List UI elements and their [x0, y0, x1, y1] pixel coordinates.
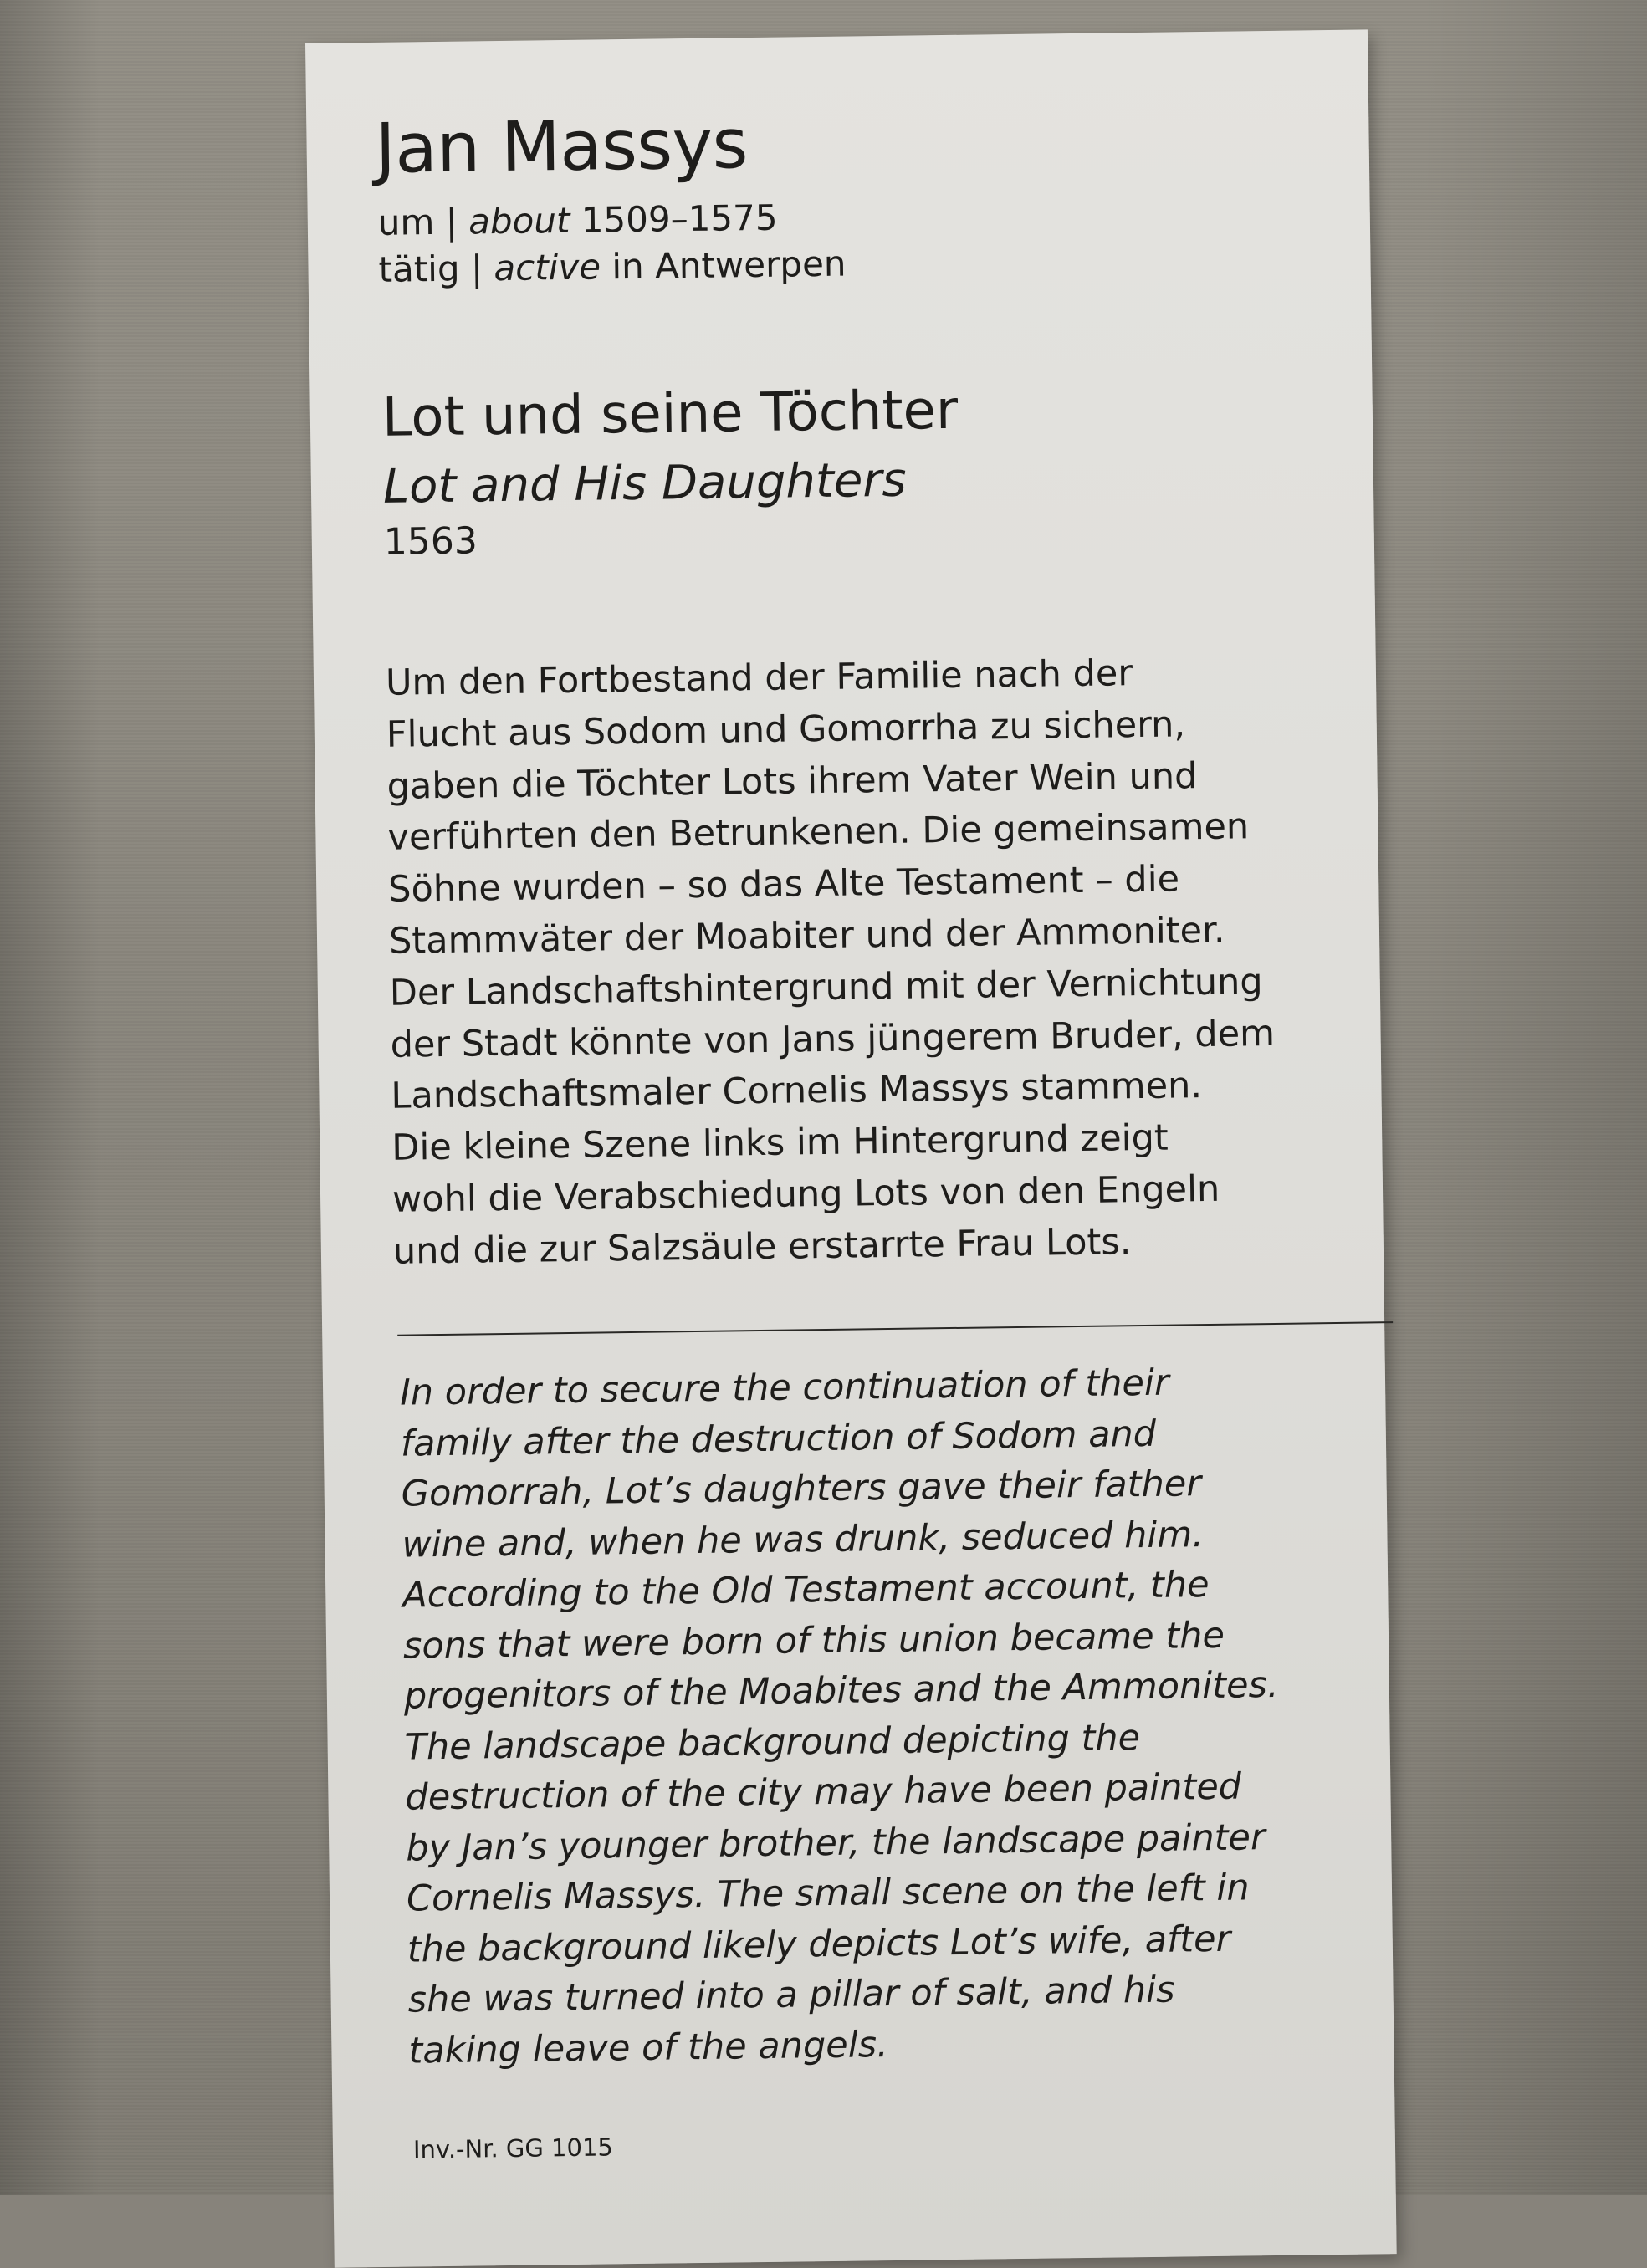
- section-divider: [397, 1321, 1393, 1336]
- description-german-line: Landschaftsmaler Cornelis Massys stammen.: [391, 1065, 1203, 1118]
- description-english-line: taking leave of the angels.: [408, 2023, 889, 2072]
- description-german: [386, 646, 1339, 1278]
- artwork-title-german: Lot und seine Töchter: [381, 379, 959, 449]
- dates-years: 1509–1575: [581, 197, 778, 241]
- description-german-line: gaben die Töchter Lots ihrem Vater Wein und: [386, 754, 1198, 808]
- artist-name: Jan Massys: [375, 105, 749, 189]
- description-english-line: The landscape background depicting the: [404, 1716, 1141, 1769]
- description-german-line: Stammväter der Moabiter und der Ammoniter.: [388, 909, 1225, 963]
- description-german-line: wohl die Verabschiedung Lots von den Engeln: [391, 1167, 1220, 1221]
- active-place: in Antwerpen: [611, 243, 847, 288]
- description-german-line: Söhne wurden – so das Alte Testament – die: [387, 858, 1180, 911]
- description-german-line: und die zur Salzsäule erstarrte Frau Lots.: [392, 1220, 1132, 1273]
- dates-prefix-de: um: [377, 201, 435, 243]
- description-english-line: Cornelis Massys. The small scene on the left in: [406, 1867, 1250, 1920]
- dates-prefix-en: about: [468, 199, 570, 243]
- description-english-line: wine and, when he was drunk, seduced him.: [402, 1513, 1205, 1566]
- description-english-line: progenitors of the Moabites and the Ammonites.: [403, 1663, 1279, 1718]
- artwork-title-english: Lot and His Daughters: [382, 452, 907, 514]
- artwork-year: 1563: [383, 519, 478, 564]
- active-prefix-de: tätig: [378, 248, 460, 290]
- description-german-line: Der Landschaftshintergrund mit der Vernichtung: [389, 960, 1263, 1014]
- description-german-line: verführten den Betrunkenen. Die gemeinsamen: [387, 805, 1250, 860]
- description-english-line: sons that were born of this union became the: [402, 1614, 1225, 1668]
- description-english-line: she was turned into a pillar of salt, and his: [407, 1969, 1175, 2021]
- museum-wall-label: [305, 29, 1397, 2267]
- active-prefix-en: active: [494, 246, 601, 289]
- dates-separator: |: [445, 201, 458, 243]
- description-english-line: family after the destruction of Sodom and: [400, 1412, 1157, 1465]
- description-english-line: destruction of the city may have been painted: [405, 1765, 1242, 1819]
- active-separator: |: [470, 248, 483, 289]
- artist-active-place: [378, 243, 847, 292]
- description-german-line: Um den Fortbestand der Familie nach der: [385, 652, 1133, 704]
- description-english-line: Gomorrah, Lot’s daughters gave their father: [401, 1463, 1202, 1515]
- description-english-line: the background likely depicts Lot’s wife, after: [407, 1918, 1231, 1971]
- inventory-number: Inv.-Nr. GG 1015: [412, 2133, 614, 2164]
- description-english-line: by Jan’s younger brother, the landscape painter: [405, 1816, 1266, 1870]
- description-german-line: Die kleine Szene links im Hintergrund zeigt: [391, 1116, 1169, 1169]
- description-german-line: Flucht aus Sodom und Gomorrha zu sichern,: [386, 703, 1186, 756]
- description-german-line: der Stadt könnte von Jans jüngerem Bruder, dem: [390, 1012, 1276, 1066]
- description-english-line: According to the Old Testament account, the: [402, 1564, 1210, 1617]
- description-english: [400, 1356, 1371, 2076]
- description-english-line: In order to secure the continuation of their: [399, 1361, 1169, 1414]
- artist-dates: [377, 197, 777, 245]
